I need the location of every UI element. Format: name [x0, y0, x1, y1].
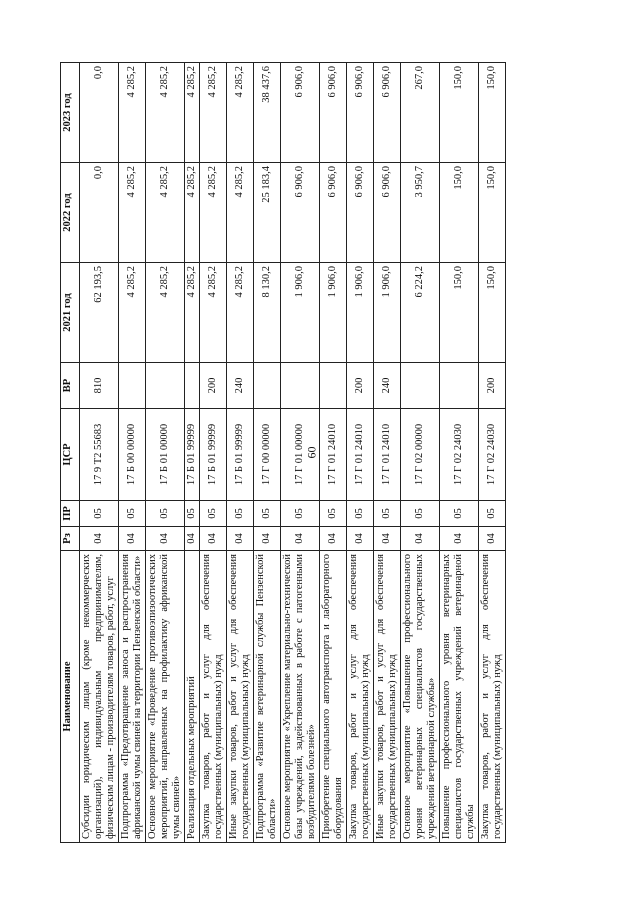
row-rz: 04: [347, 527, 374, 551]
row-2022: 6 906,0: [320, 163, 347, 263]
row-csr: 17 Г 01 24010: [320, 409, 347, 501]
row-csr: 17 Г 01 00000: [281, 409, 320, 501]
header-2023: 2023 год: [61, 63, 80, 163]
row-2022: 150,0: [479, 163, 506, 263]
row-csr: 17 Г 00 00000: [254, 409, 281, 501]
row-csr: 17 Б 00 00000: [119, 409, 146, 501]
row-csr: 17 Б 01 99999: [227, 409, 254, 501]
row-2023: 6 906,0: [281, 63, 320, 163]
table-row: [479, 63, 506, 843]
row-pr: 05: [320, 501, 347, 527]
row-2021: 62 193,5: [80, 263, 119, 363]
row-2022: 4 285,2: [185, 163, 200, 263]
table-row: [80, 63, 119, 843]
table-row: [227, 63, 254, 843]
row-vr: [119, 363, 146, 409]
row-2021: 6 224,2: [401, 263, 440, 363]
row-2022: 4 285,2: [146, 163, 185, 263]
row-name: Подпрограмма «Предотвращение заноса и распространения африканской чумы свиней на территории Пензенской области»: [119, 551, 146, 843]
row-csr: 17 Б 01 99999: [185, 409, 200, 501]
row-vr: 200: [200, 363, 227, 409]
row-2021: 1 906,0: [374, 263, 401, 363]
header-2021: 2021 год: [61, 263, 80, 363]
row-2022: 6 906,0: [374, 163, 401, 263]
row-name: Основное мероприятие «Повышение профессионального уровня ветеринарных специалистов государственных учреждений ветеринарной службы»: [401, 551, 440, 843]
row-2021: 4 285,2: [200, 263, 227, 363]
row-vr: [185, 363, 200, 409]
row-2022: 6 906,0: [281, 163, 320, 263]
row-2022: 4 285,2: [119, 163, 146, 263]
row-name: Закупка товаров, работ и услуг для обеспечения государственных (муниципальных) нужд: [200, 551, 227, 843]
row-2022: 6 906,0: [347, 163, 374, 263]
row-2023: 0,0: [80, 63, 119, 163]
row-vr: [281, 363, 320, 409]
row-pr: 05: [146, 501, 185, 527]
row-2023: 6 906,0: [347, 63, 374, 163]
row-csr: 17 9 Т2 55683: [80, 409, 119, 501]
row-csr: 17 Г 02 00000: [401, 409, 440, 501]
row-csr: 17 Г 02 24030: [479, 409, 506, 501]
header-2022: 2022 год: [61, 163, 80, 263]
row-rz: 04: [227, 527, 254, 551]
row-2022: 3 950,7: [401, 163, 440, 263]
row-name: Приобретение специального автотранспорта и лабораторного оборудования: [320, 551, 347, 843]
row-2021: 1 906,0: [347, 263, 374, 363]
row-2021: 150,0: [440, 263, 479, 363]
row-2021: 4 285,2: [119, 263, 146, 363]
row-vr: 200: [479, 363, 506, 409]
row-2023: 6 906,0: [320, 63, 347, 163]
header-csr: ЦСР: [61, 409, 80, 501]
row-name: Реализация отдельных мероприятий: [185, 551, 200, 843]
row-rz: 04: [254, 527, 281, 551]
row-2023: 150,0: [440, 63, 479, 163]
row-pr: 05: [227, 501, 254, 527]
row-pr: 05: [440, 501, 479, 527]
row-name: Субсидии юридическим лицам (кроме некоммерческих организаций), индивидуальным предпринимателям, физическим лицам - производителям товаров, работ, услуг: [80, 551, 119, 843]
row-2021: 4 285,2: [185, 263, 200, 363]
row-pr: 05: [479, 501, 506, 527]
row-rz: 04: [80, 527, 119, 551]
row-rz: 04: [401, 527, 440, 551]
header-pr: ПР: [61, 501, 80, 527]
row-vr: 240: [227, 363, 254, 409]
row-csr: 17 Г 01 24010: [374, 409, 401, 501]
row-vr: [146, 363, 185, 409]
page-number: 60: [304, 446, 319, 459]
row-pr: 05: [374, 501, 401, 527]
row-rz: 04: [281, 527, 320, 551]
row-pr: 05: [281, 501, 320, 527]
row-pr: 05: [185, 501, 200, 527]
row-2023: 150,0: [479, 63, 506, 163]
row-name: Закупка товаров, работ и услуг для обеспечения государственных (муниципальных) нужд: [347, 551, 374, 843]
row-2022: 150,0: [440, 163, 479, 263]
header-vr: ВР: [61, 363, 80, 409]
header-rz: Рз: [61, 527, 80, 551]
table-row: [254, 63, 281, 843]
row-pr: 05: [119, 501, 146, 527]
rotated-table-container: [60, 63, 590, 843]
table-row: [401, 63, 440, 843]
row-pr: 05: [347, 501, 374, 527]
row-vr: [320, 363, 347, 409]
row-name: Иные закупки товаров, работ и услуг для обеспечения государственных (муниципальных) нужд: [374, 551, 401, 843]
row-rz: 04: [200, 527, 227, 551]
row-pr: 05: [200, 501, 227, 527]
row-name: Закупка товаров, работ и услуг для обеспечения государственных (муниципальных) нужд: [479, 551, 506, 843]
row-rz: 04: [185, 527, 200, 551]
row-rz: 04: [440, 527, 479, 551]
table-row: [440, 63, 479, 843]
row-2021: 1 906,0: [281, 263, 320, 363]
row-pr: 05: [401, 501, 440, 527]
table-row: [146, 63, 185, 843]
row-vr: 810: [80, 363, 119, 409]
row-name: Основное мероприятие «Укрепление материально-технической базы учреждений, задействованных в работе с патогенными возбудителями болезней»: [281, 551, 320, 843]
row-rz: 04: [119, 527, 146, 551]
header-row: [61, 63, 80, 843]
row-name: Подпрограмма «Развитие ветеринарной службы Пензенской области»: [254, 551, 281, 843]
table-row: [185, 63, 200, 843]
row-name: Основное мероприятие «Проведение противоэпизоотических мероприятий, направленных на профилактику африканской чумы свиней»: [146, 551, 185, 843]
row-pr: 05: [80, 501, 119, 527]
row-csr: 17 Б 01 00000: [146, 409, 185, 501]
row-vr: 200: [347, 363, 374, 409]
row-csr: 17 Г 02 24030: [440, 409, 479, 501]
budget-table: [60, 62, 506, 843]
row-2023: 38 437,6: [254, 63, 281, 163]
row-2022: 4 285,2: [200, 163, 227, 263]
row-rz: 04: [320, 527, 347, 551]
row-csr: 17 Г 01 24010: [347, 409, 374, 501]
row-rz: 04: [374, 527, 401, 551]
row-2022: 4 285,2: [227, 163, 254, 263]
row-2022: 25 183,4: [254, 163, 281, 263]
row-2021: 1 906,0: [320, 263, 347, 363]
row-rz: 04: [479, 527, 506, 551]
row-2023: 4 285,2: [227, 63, 254, 163]
row-pr: 05: [254, 501, 281, 527]
row-name: Повышение профессионального уровня ветеринарных специалистов государственных учреждений ветеринарной службы: [440, 551, 479, 843]
row-2021: 4 285,2: [146, 263, 185, 363]
row-vr: [401, 363, 440, 409]
row-2021: 4 285,2: [227, 263, 254, 363]
row-csr: 17 Б 01 99999: [200, 409, 227, 501]
row-2021: 150,0: [479, 263, 506, 363]
table-row: [119, 63, 146, 843]
row-2021: 8 130,2: [254, 263, 281, 363]
table-row: [200, 63, 227, 843]
table-row: [374, 63, 401, 843]
row-vr: [254, 363, 281, 409]
row-2023: 4 285,2: [185, 63, 200, 163]
row-rz: 04: [146, 527, 185, 551]
row-2022: 0,0: [80, 163, 119, 263]
row-2023: 6 906,0: [374, 63, 401, 163]
row-2023: 267,0: [401, 63, 440, 163]
table-row: [281, 63, 320, 843]
row-2023: 4 285,2: [119, 63, 146, 163]
table-row: [347, 63, 374, 843]
header-name: Наименование: [61, 551, 80, 843]
row-vr: 240: [374, 363, 401, 409]
table-row: [320, 63, 347, 843]
row-2023: 4 285,2: [200, 63, 227, 163]
row-name: Иные закупки товаров, работ и услуг для обеспечения государственных (муниципальных) нужд: [227, 551, 254, 843]
row-vr: [440, 363, 479, 409]
row-2023: 4 285,2: [146, 63, 185, 163]
